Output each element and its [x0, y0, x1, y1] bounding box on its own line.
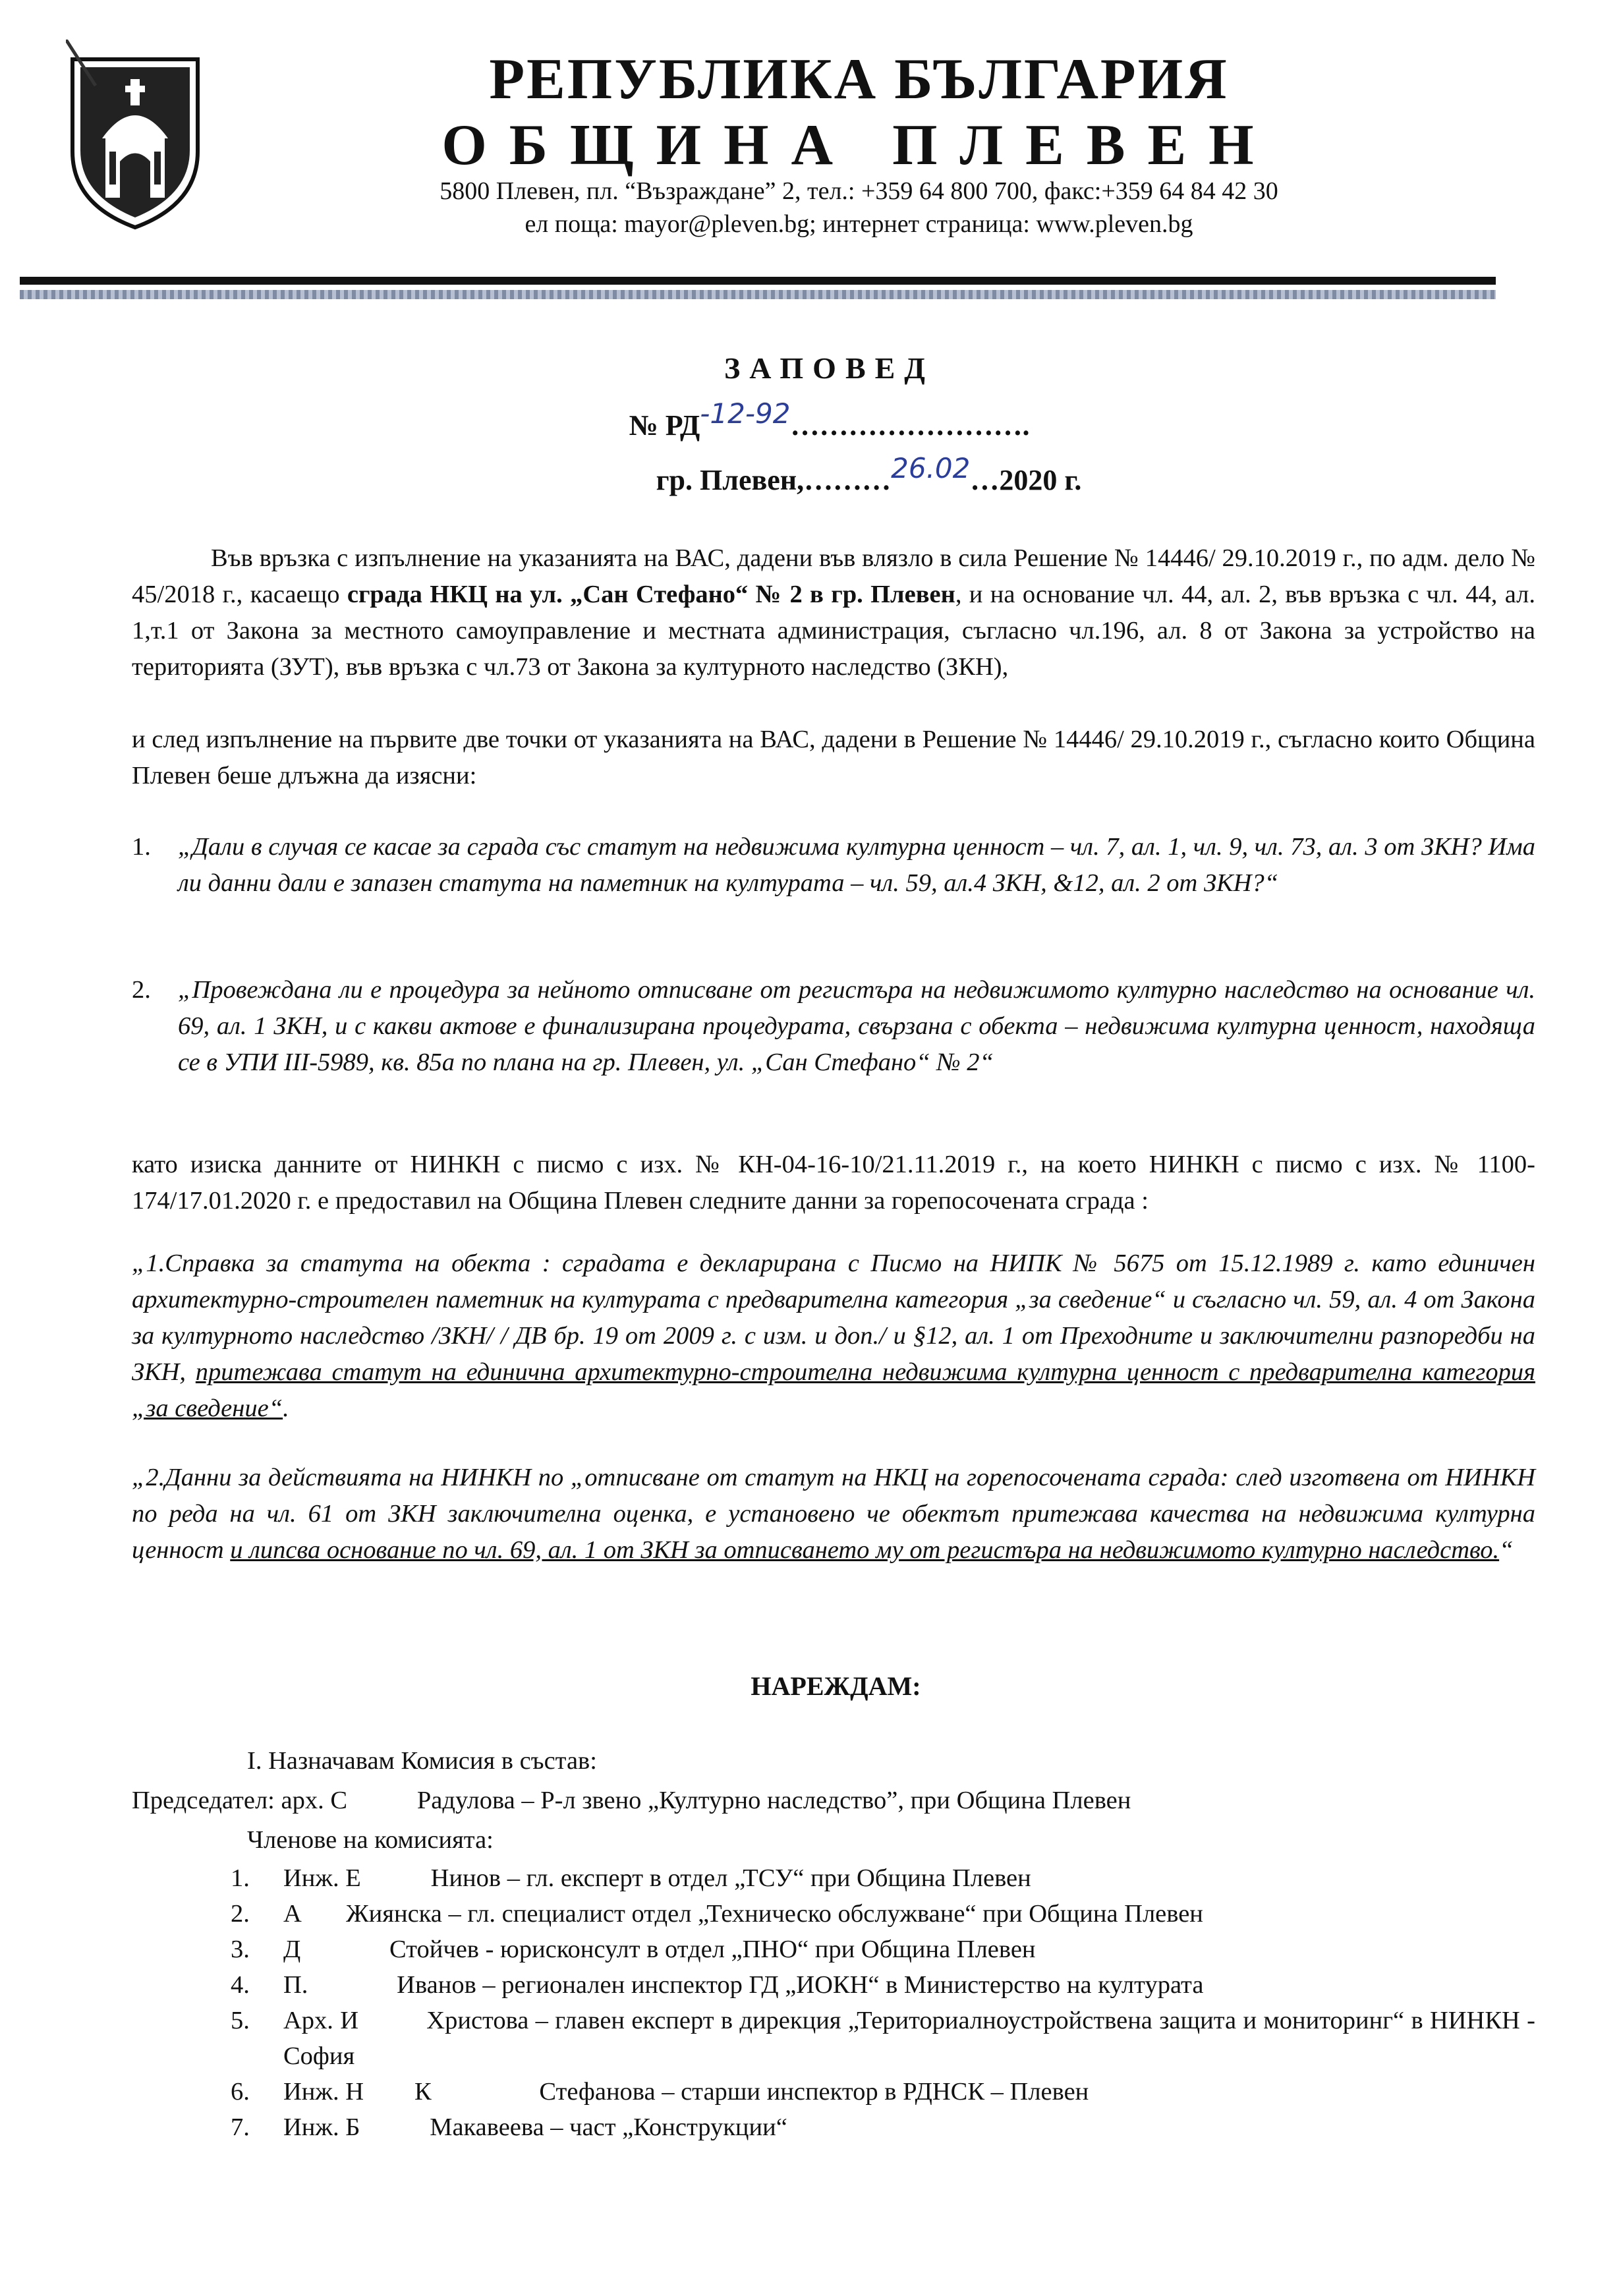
quote-status-reference [132, 1246, 1535, 1427]
member-text: Инж. Н К Стефанова – старши инспектор в РДНСК – Плевен [283, 2078, 1089, 2106]
paragraph-basis-bold: сграда НКЦ на ул. „Сан Стефано“ № 2 в гр. Плевен [347, 581, 955, 608]
paragraph-basis-b: , и на основание чл. 44, ал. 2, във връзка с чл. 44, ал. 1,т.1 от Закона за местното самоуправление и местната администрация, съгласно чл.196, ал. 8 от Закона за устройство на територията (ЗУТ), във връзка с чл.73 от Закона за културното наследство (ЗКН), [132, 581, 1535, 681]
member-text: Арх. И Христова – главен експерт в дирекция „Териториалноустройствена защита и мониторинг“ в НИНКН - София [283, 2007, 1542, 2070]
header-divider [20, 277, 1496, 285]
member-text: А Жиянска – гл. специалист отдел „Техническо обслужване“ при Община Плевен [283, 1900, 1203, 1928]
number-dots [700, 397, 1029, 442]
member-number: 7. [231, 2113, 250, 2141]
question-1-number: 1. [132, 833, 151, 861]
number-prefix: № РД [629, 409, 700, 442]
document-place-date [0, 452, 1619, 497]
document-title: ЗАПОВЕД [724, 351, 934, 385]
member-number: 6. [231, 2078, 250, 2106]
handwritten-number: -12-92 [700, 397, 791, 430]
order-heading: НАРЕЖДАМ: [751, 1671, 921, 1701]
commission-members-heading: Членове на комисията: [247, 1826, 494, 1854]
date-dotted-line: ……… [804, 464, 892, 496]
member-number: 2. [231, 1900, 250, 1928]
quote-1-end: . [283, 1394, 289, 1422]
member-number: 5. [231, 2007, 250, 2034]
member-number: 4. [231, 1971, 250, 1999]
number-dotted-line: ……………………. [790, 409, 1030, 442]
header-country: РЕПУБЛИКА БЪЛГАРИЯ [489, 47, 1229, 111]
member-number: 1. [231, 1864, 250, 1892]
quote-ninkn-actions [132, 1460, 1535, 1568]
date-suffix: 2020 г. [999, 464, 1082, 496]
quote-2-underlined: и липсва основание по чл. 69, ал. 1 от ЗКН за отписването му от регистъра на недвижимото културно наследство. [230, 1536, 1500, 1564]
member-text: Инж. Б Макавеева – част „Конструкции“ [283, 2113, 787, 2141]
paragraph-instructions: и след изпълнение на първите две точки от указанията на ВАС, дадени в Решение № 14446/ 29.10.2019 г., съгласно които Община Плевен беше длъжна да изясни: [132, 726, 1535, 789]
member-text: Д Стойчев - юрисконсулт в отдел „ПНО“ при Община Плевен [283, 1936, 1036, 1963]
header-municipality: ОБЩИНА ПЛЕВЕН [441, 113, 1276, 177]
commission-chair: Председател: арх. С Радулова – Р-л звено „Културно наследство”, при Община Плевен [132, 1787, 1131, 1814]
question-1 [132, 829, 1535, 902]
commission-intro: I. Назначавам Комисия в състав: [247, 1747, 597, 1775]
quote-1-text: „1.Справка за статута на обекта : сградата е декларирана с Писмо на НИПК № 5675 от 15.12.1989 г. като единичен архитектурно-строителен паметник на културата с предварителна категория „за сведение“ и съгласно чл. 59, ал. 4 от Закона за културното наследство /ЗКН/ / ДВ бр. 19 от 2009 г. с изм. и доп./ и §12, ал. 1 от Преходните и заключителни разпоредби на ЗКН, [132, 1249, 1535, 1386]
member-text: Инж. Е Нинов – гл. експерт в отдел „ТСУ“ при Община Плевен [283, 1864, 1031, 1892]
handwritten-date: 26.02 [891, 452, 971, 484]
date-dots-tail: … [970, 464, 1000, 496]
paragraph-basis-a: Във връзка с изпълнение на указанията на ВАС, дадени във влязло в сила Решение № 14446/ 29.10.2019 г., по адм. дело № 45/2018 г., касаещо [132, 544, 1535, 608]
quote-2-text: „2.Данни за действията на НИНКН по „отписване от статут на НКЦ на горепосочената сграда: след изготвена от НИНКН по реда на чл. 61 от ЗКН заключителна оценка, е установено че обектът притежава качества на недвижима културна ценност [132, 1464, 1535, 1564]
paragraph-basis [132, 540, 1535, 685]
header-address: 5800 Плевен, пл. “Възраждане” 2, тел.: +359 64 800 700, факс:+359 64 84 42 30 [440, 177, 1278, 205]
question-2-text: „Провеждана ли е процедура за нейното отписване от регистъра на недвижимото културно наследство на основание чл. 69, ал. 1 ЗКН, и с какви актове е финализирана процедурата, свързана с обекта – недвижима културна ценност, находяща се в УПИ III-5989, кв. 85а по плана на гр. Плевен, ул. „Сан Стефано“ № 2“ [178, 976, 1535, 1076]
paragraph-ninkn-request: като изиска данните от НИНКН с писмо с изх. № КН-04-16-10/21.11.2019 г., на което НИНКН с писмо с изх. № 1100-174/17.01.2020 г. е предоставил на Община Плевен следните данни за горепосочената сграда : [132, 1151, 1535, 1215]
question-2 [132, 972, 1535, 1081]
quote-2-end: “ [1499, 1536, 1514, 1564]
header-contacts: ел поща: mayor@pleven.bg; интернет страница: www.pleven.bg [525, 210, 1193, 238]
member-item [231, 2003, 1542, 2075]
document-number [0, 397, 1619, 442]
place-prefix: гр. Плевен, [656, 464, 805, 496]
member-text: П. Иванов – регионален инспектор ГД „ИОКН“ в Министерство на културата [283, 1971, 1204, 1999]
header-divider-band [20, 290, 1496, 299]
question-2-number: 2. [132, 976, 151, 1004]
question-1-text: „Дали в случая се касае за сграда със статут на недвижима културна ценност – чл. 7, ал. 1, чл. 9, чл. 73, ал. 3 от ЗКН? Има ли данни дали е запазен статута на паметник на културата – чл. 59, ал.4 ЗКН, &12, ал. 2 от ЗКН?“ [178, 833, 1535, 897]
quote-1-underlined: притежава статут на единична архитектурно-строителна недвижима културна ценност с предварителна категория „за сведение“ [132, 1358, 1535, 1422]
member-number: 3. [231, 1936, 250, 1963]
